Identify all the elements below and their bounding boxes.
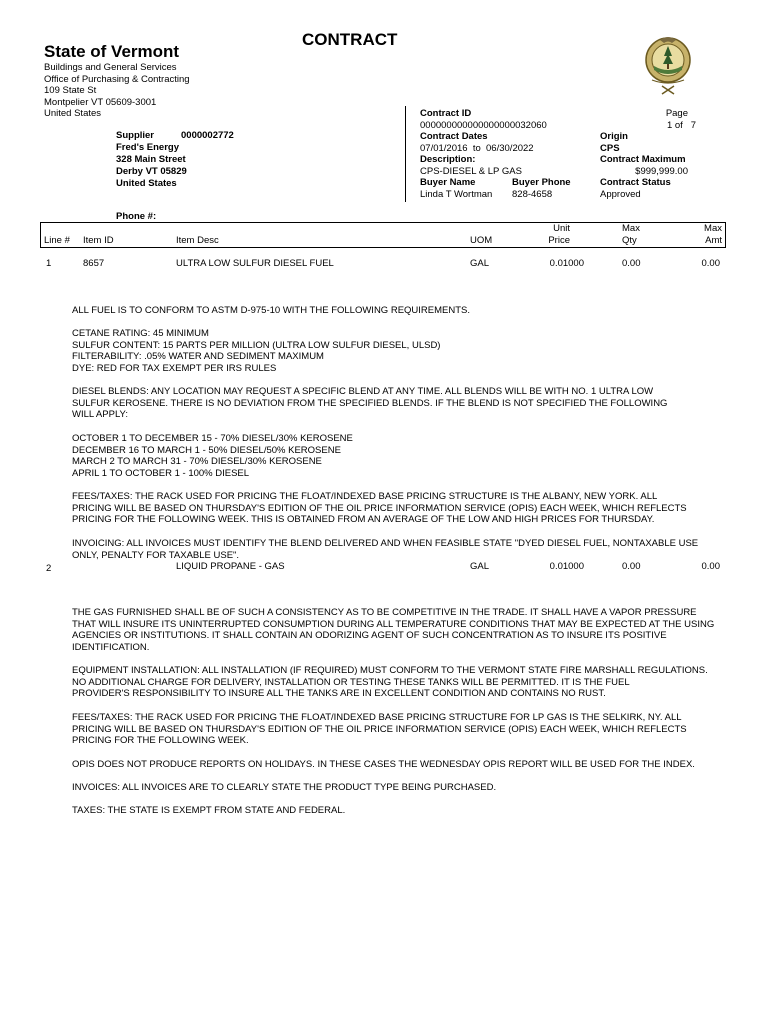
row-max-amt: 0.00 xyxy=(701,561,720,572)
supplier-name: Fred's Energy xyxy=(116,142,179,153)
page-label: Page xyxy=(665,108,688,119)
row-uom: GAL xyxy=(470,561,490,572)
supplier-phone-label: Phone #: xyxy=(116,211,157,222)
row-max-qty: 0.00 xyxy=(622,561,641,572)
row-unit-price: 0.01000 xyxy=(549,561,584,572)
col-header-unit-price: Unit Price xyxy=(548,223,570,246)
contract-id-label: Contract ID xyxy=(420,108,472,119)
buyer-phone-value: 828-4658 xyxy=(512,188,553,200)
origin-label: Origin xyxy=(600,131,628,142)
spec-paragraph: EQUIPMENT INSTALLATION: ALL INSTALLATION (IF REQUIRED) MUST CONFORM TO THE VERMONT STATE FIRE MARSHALL REGULATIONS. NO ADDITIONAL CHARGE FOR DELIVERY, INSTALLATION OR TESTING THESE TANKS WILL BE PERMITTED. IT IS THE FUEL PROVIDER'S RESPONSIBILITY TO INSURE ALL THE TANKS ARE IN EXCELLENT CONDITION AND CONTAINS NO RUST. xyxy=(72,665,708,699)
col-header-line: Line # xyxy=(44,235,70,246)
col-header-uom: UOM xyxy=(470,235,493,246)
contract-dates-label: Contract Dates xyxy=(420,131,488,142)
col-header-max-amt: Max Amt xyxy=(704,223,722,246)
document-title: CONTRACT xyxy=(302,30,398,49)
row-item-desc: ULTRA LOW SULFUR DIESEL FUEL xyxy=(176,258,334,269)
spec-paragraph: FEES/TAXES: THE RACK USED FOR PRICING THE FLOAT/INDEXED BASE PRICING STRUCTURE FOR LP GAS IS THE SELKIRK, NY. ALL PRICING WILL BE BASED ON THURSDAY'S EDITION OF THE OIL PRICE INFORMATION SERVICE (OPIS) EACH WEEK, WHICH REFLECTS PRICING FOR THE FOLLOWING WEEK. xyxy=(72,712,687,746)
table-header-right-rule xyxy=(725,222,726,248)
contract-status-label: Contract Status xyxy=(600,177,671,188)
table-header-left-rule xyxy=(40,222,41,248)
supplier-country: United States xyxy=(116,178,177,189)
row-uom: GAL xyxy=(470,258,490,269)
spec-paragraph: DIESEL BLENDS: ANY LOCATION MAY REQUEST A SPECIFIC BLEND AT ANY TIME. ALL BLENDS WILL BE WITH NO. 1 ULTRA LOW SULFUR KEROSENE. THERE IS NO DEVIATION FROM THE SPECIFIED BLENDS. IF THE BLEND IS NOT SPECIFIED THE FOLLOWING WILL APPLY: xyxy=(72,386,668,420)
contract-maximum-value: $999,999.00 xyxy=(635,165,688,177)
spec-paragraph: OPIS DOES NOT PRODUCE REPORTS ON HOLIDAYS. IN THESE CASES THE WEDNESDAY OPIS REPORT WILL BE USED FOR THE INDEX. xyxy=(72,759,695,770)
supplier-street: 328 Main Street xyxy=(116,154,186,165)
row-max-qty: 0.00 xyxy=(622,258,641,269)
table-header-bottom-rule xyxy=(40,247,726,248)
col-header-item-id: Item ID xyxy=(83,235,114,246)
description-value: CPS-DIESEL & LP GAS xyxy=(420,165,522,177)
agency-address-line: 109 State St xyxy=(44,85,97,96)
spec-paragraph: OCTOBER 1 TO DECEMBER 15 - 70% DIESEL/30% KEROSENE DECEMBER 16 TO MARCH 1 - 50% DIESEL/50% KEROSENE MARCH 2 TO MARCH 31 - 70% DIESEL/30% KEROSENE APRIL 1 TO OCTOBER 1 - 100% DIESEL xyxy=(72,433,353,479)
row-item-desc: LIQUID PROPANE - GAS xyxy=(176,561,285,572)
contract-dates-value: 07/01/2016 to 06/30/2022 xyxy=(420,142,534,154)
contract-box-border xyxy=(405,106,406,202)
spec-paragraph: INVOICES: ALL INVOICES ARE TO CLEARLY STATE THE PRODUCT TYPE BEING PURCHASED. xyxy=(72,782,497,793)
supplier-id: 0000002772 xyxy=(181,130,234,141)
supplier-label: Supplier xyxy=(116,130,155,141)
vermont-state-seal-icon xyxy=(638,36,698,98)
agency-address-line: Office of Purchasing & Contracting xyxy=(44,73,190,85)
spec-paragraph: FEES/TAXES: THE RACK USED FOR PRICING THE FLOAT/INDEXED BASE PRICING STRUCTURE IS THE ALBANY, NEW YORK. ALL PRICING WILL BE BASED ON THURSDAY'S EDITION OF THE OIL PRICE INFORMATION SERVICE (OPIS) EACH WEEK, WHICH REFLECTS PRICING FOR THE FOLLOWING WEEK. THIS IS OBTAINED FROM AN AVERAGE OF THE LOW AND HIGH PRICES FOR THURSDAY. xyxy=(72,491,687,525)
page-number: 1 of 7 xyxy=(666,119,696,131)
buyer-name-value: Linda T Wortman xyxy=(420,188,493,200)
supplier-city: Derby VT 05829 xyxy=(116,166,187,177)
agency-address-line: United States xyxy=(44,108,102,119)
contract-maximum-label: Contract Maximum xyxy=(600,154,686,165)
buyer-name-label: Buyer Name xyxy=(420,177,476,188)
row-line-number: 2 xyxy=(46,563,52,574)
agency-address-line: Buildings and General Services xyxy=(44,62,177,73)
origin-value: CPS xyxy=(600,142,620,154)
description-label: Description: xyxy=(420,154,476,165)
spec-paragraph: CETANE RATING: 45 MINIMUM SULFUR CONTENT: 15 PARTS PER MILLION (ULTRA LOW SULFUR DIESEL, ULSD) FILTERABILITY: .05% WATER AND SEDIMENT MAXIMUM DYE: RED FOR TAX EXEMPT PER IRS RULES xyxy=(72,328,441,374)
state-name: State of Vermont xyxy=(44,42,180,61)
contract-status-value: Approved xyxy=(600,188,641,200)
spec-paragraph: INVOICING: ALL INVOICES MUST IDENTIFY THE BLEND DELIVERED AND WHEN FEASIBLE STATE "DYED DIESEL FUEL, NONTAXABLE USE ONLY, PENALTY FOR TAXABLE USE". xyxy=(72,538,699,561)
spec-paragraph: TAXES: THE STATE IS EXEMPT FROM STATE AND FEDERAL. xyxy=(72,805,346,816)
spec-paragraph: THE GAS FURNISHED SHALL BE OF SUCH A CONSISTENCY AS TO BE COMPETITIVE IN THE TRADE. IT SHALL HAVE A VAPOR PRESSURE THAT WILL INSURE ITS UNINTERRUPTED CONSUMPTION DURING ALL TEMPERATURE CONDITIONS THAT MAY BE EXPECTED AT THE USING AGENCIES OR INSTITUTIONS. IT SHALL CONTAIN AN ODORIZING AGENT OF SUCH CONCENTRATION AS TO INSURE ITS POSITIVE IDENTIFICATION. xyxy=(72,607,715,653)
row-max-amt: 0.00 xyxy=(701,258,720,269)
agency-address-line: Montpelier VT 05609-3001 xyxy=(44,96,157,108)
contract-id-value: 000000000000000000032060 xyxy=(420,119,547,131)
row-item-id: 8657 xyxy=(83,258,105,269)
row-unit-price: 0.01000 xyxy=(549,258,584,269)
row-line-number: 1 xyxy=(46,258,52,269)
col-header-max-qty: Max Qty xyxy=(622,223,640,246)
col-header-item-desc: Item Desc xyxy=(176,235,219,246)
spec-paragraph: ALL FUEL IS TO CONFORM TO ASTM D-975-10 WITH THE FOLLOWING REQUIREMENTS. xyxy=(72,305,471,316)
buyer-phone-label: Buyer Phone xyxy=(512,177,571,188)
